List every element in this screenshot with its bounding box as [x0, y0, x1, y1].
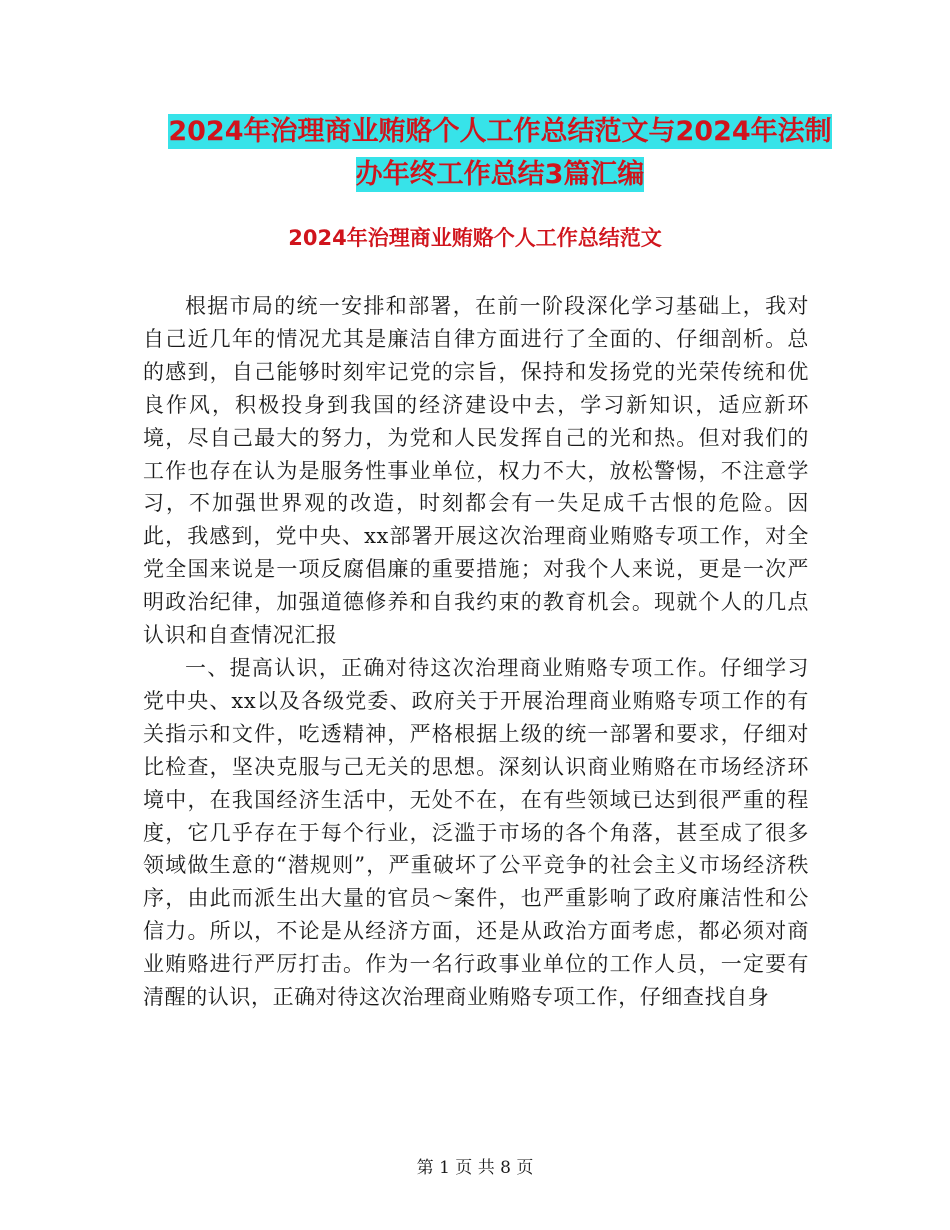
title-highlight-2: 办年终工作总结3篇汇编 [355, 159, 645, 190]
document-title-line-2 [150, 150, 850, 200]
section-title: 2024年治理商业贿赂个人工作总结范文 [288, 226, 662, 250]
paragraph-intro: 根据市局的统一安排和部署，在前一阶段深化学习基础上，我对自己近几年的情况尤其是廉洁自律方面进行了全面的、仔细剖析。总的感到，自己能够时刻牢记党的宗旨，保持和发扬党的光荣传统和优良作风，积极投身到我国的经济建设中去，学习新知识，适应新环境，尽自己最大的努力，为党和人民发挥自己的光和热。但对我们的工作也存在认为是服务性事业单位，权力不大，放松警惕，不注意学习，不加强世界观的改造，时刻都会有一失足成千古恨的危险。因此，我感到，党中央、xx部署开展这次治理商业贿赂专项工作，对全党全国来说是一项反腐倡廉的重要措施；对我个人来说，更是一次严明政治纪律，加强道德修养和自我约束的教育机会。现就个人的几点认识和自查情况汇报 [143, 294, 809, 648]
title-highlight-1: 2024年治理商业贿赂个人工作总结范文与2024年法制 [168, 116, 832, 147]
page-footer: 第 1 页 共 8 页 [416, 1158, 534, 1178]
paragraph-point-one: 一、提高认识，正确对待这次治理商业贿赂专项工作。仔细学习党中央、xx以及各级党委、政府关于开展治理商业贿赂专项工作的有关指示和文件，吃透精神，严格根据上级的统一部署和要求，仔细对比检查，坚决克服与己无关的思想。深刻认识商业贿赂在市场经济环境中，在我国经济生活中，无处不在，在有些领域已达到很严重的程度，它几乎存在于每个行业，泛滥于市场的各个角落，甚至成了很多领域做生意的“潜规则”，严重破坏了公平竞争的社会主义市场经济秩序，由此而派生出大量的官员～案件，也严重影响了政府廉洁性和公信力。所以，不论是从经济方面，还是从政治方面考虑，都必须对商业贿赂进行严厉打击。作为一名行政事业单位的工作人员，一定要有清醒的认识，正确对待这次治理商业贿赂专项工作，仔细查找自身 [143, 655, 809, 1010]
document-body [143, 290, 809, 1014]
